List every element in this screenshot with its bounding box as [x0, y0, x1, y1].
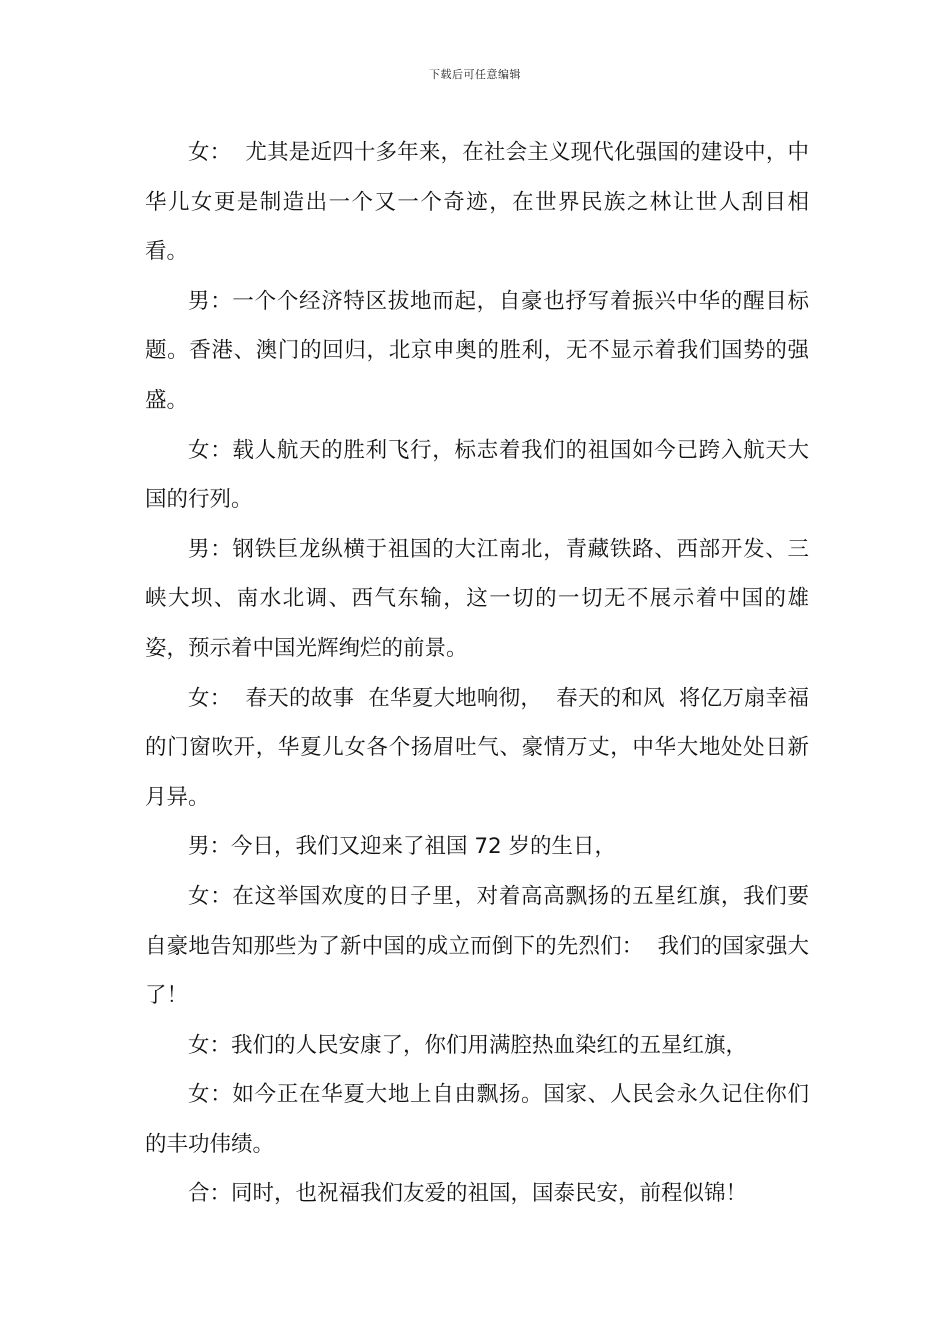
- paragraph-5: 女： 春天的故事 在华夏大地响彻， 春天的和风 将亿万扇幸福的门窗吹开，华夏儿女各个扬眉吐气、豪情万丈，中华大地处处日新月异。: [145, 685, 809, 810]
- paragraph-7: 女：在这举国欢度的日子里，对着高高飘扬的五星红旗，我们要自豪地告知那些为了新中国的成立而倒下的先烈们： 我们的国家强大了！: [145, 883, 809, 1009]
- page-header: 下载后可任意编辑: [429, 68, 521, 81]
- paragraph-2: 男：一个个经济特区拔地而起，自豪也抒写着振兴中华的醒目标题。香港、澳门的回归，北京申奥的胜利，无不显示着我们国势的强盛。: [145, 288, 809, 413]
- paragraph-9: 女：如今正在华夏大地上自由飘扬。国家、人民会永久记住你们的丰功伟绩。: [145, 1082, 809, 1157]
- paragraph-6: 男：今日，我们又迎来了祖国 72 岁的生日，: [188, 834, 617, 860]
- paragraph-4: 男：钢铁巨龙纵横于祖国的大江南北，青藏铁路、西部开发、三峡大坝、南水北调、西气东输，这一切的一切无不展示着中国的雄姿，预示着中国光辉绚烂的前景。: [145, 536, 809, 661]
- document-body: [145, 128, 809, 1219]
- paragraph-10: 合：同时，也祝福我们友爱的祖国，国泰民安，前程似锦！: [188, 1181, 748, 1207]
- paragraph-3: 女：载人航天的胜利飞行，标志着我们的祖国如今已跨入航天大国的行列。: [145, 437, 809, 513]
- paragraph-8: 女：我们的人民安康了，你们用满腔热血染红的五星红旗，: [188, 1032, 748, 1058]
- paragraph-1: 女： 尤其是近四十多年来，在社会主义现代化强国的建设中，中华儿女更是制造出一个又一个奇迹，在世界民族之林让世人刮目相看。: [145, 140, 809, 265]
